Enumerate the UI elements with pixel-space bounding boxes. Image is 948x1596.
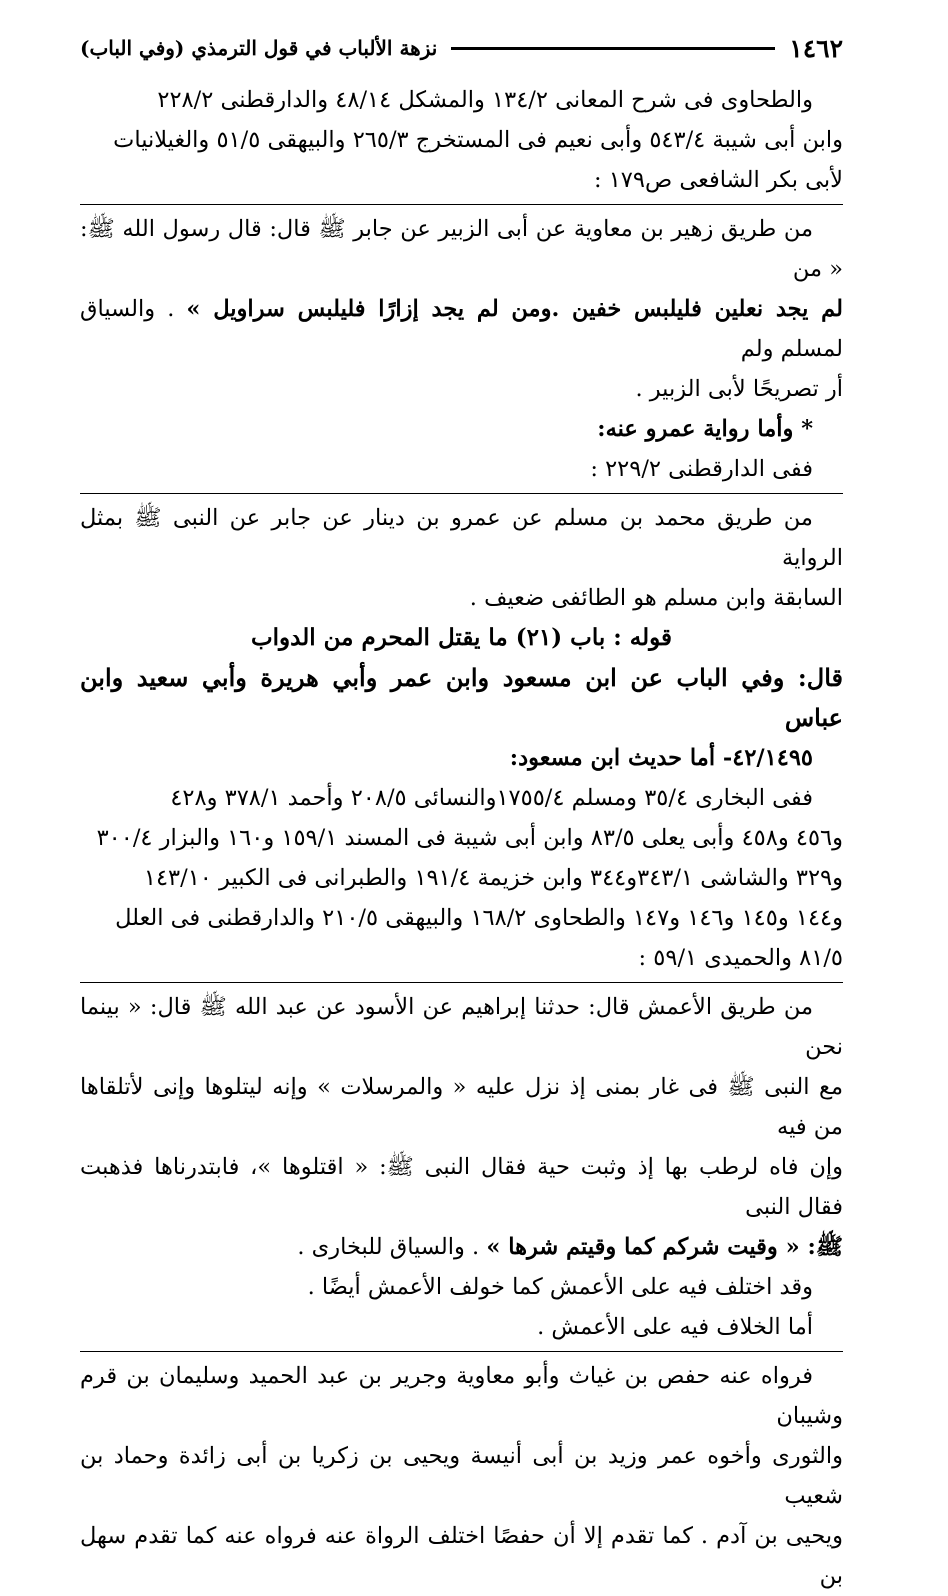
hadith-text: ﷺ: « وقيت شركم كما وقيتم شرها » — [486, 1234, 843, 1260]
page-body — [80, 80, 843, 1596]
paragraph-divider — [80, 493, 843, 494]
paragraph-divider — [80, 982, 843, 983]
text-line: وقد اختلف فيه على الأعمش كما خولف الأعمش أيضًا . — [307, 1274, 813, 1300]
text-line: وابن أبى شيبة ٥٤٣/٤ وأبى نعيم فى المستخرج ٢٦٥/٣ والبيهقى ٥١/٥ والغيلانيات — [113, 127, 843, 153]
text-line: أما الخلاف فيه على الأعمش . — [537, 1314, 813, 1340]
text-line: و٣٢٩ والشاشى ٣٤٣/١و٣٤٤ وابن خزيمة ١٩١/٤ والطبرانى فى الكبير ١٤٣/١٠ — [143, 865, 843, 891]
chapter-heading: قوله : باب (٢١) ما يقتل المحرم من الدواب — [251, 624, 672, 651]
hadith-text: لم يجد نعلين فليلبس خفين .ومن لم يجد إزارًا فليلبس سراويل » — [186, 296, 844, 322]
text-line: أر تصريحًا لأبى الزبير . — [635, 376, 843, 402]
text-line: ٨١/٥ والحميدى ٥٩/١ : — [638, 945, 843, 971]
running-title: نزهة الألباب في قول الترمذي (وفي الباب) — [80, 36, 438, 60]
text-line — [80, 289, 843, 369]
paragraph-divider — [80, 204, 843, 205]
text-line: والثورى وأخوه عمر وزيد بن أبى أنيسة ويحيى بن زكريا بن أبى زائدة وحماد بن شعيب — [80, 1443, 843, 1509]
text-line: من طريق زهير بن معاوية عن أبى الزبير عن جابر ﷺ قال: قال رسول الله ﷺ: « من — [80, 216, 843, 282]
text-line: لأبى بكر الشافعى ص١٧٩ : — [593, 167, 843, 193]
header-divider — [451, 47, 775, 50]
page-header — [80, 28, 843, 68]
text-line: السابقة وابن مسلم هو الطائفى ضعيف . — [469, 585, 843, 611]
text-line: وإن فاه لرطب بها إذ وثبت حية فقال النبى ﷺ: « اقتلوها »، فابتدرناها فذهبت فقال النبى — [80, 1154, 843, 1220]
text-line: من طريق محمد بن مسلم عن عمرو بن دينار عن جابر عن النبى ﷺ بمثل الرواية — [80, 505, 843, 571]
text-line: ويحيى بن آدم . كما تقدم إلا أن حفصًا اختلف الرواة عنه فرواه عنه كما تقدم سهل بن — [80, 1523, 843, 1589]
page-number: ١٤٦٢ — [789, 33, 843, 63]
text-fragment: . والسياق لمسلم ولم — [80, 296, 843, 362]
text-line: و١٤٤ و١٤٥ و١٤٦ و١٤٧ والطحاوى ١٦٨/٢ والبيهقى ٢١٠/٥ والدارقطنى فى العلل — [115, 905, 843, 931]
text-line: والطحاوى فى شرح المعانى ١٣٤/٢ والمشكل ٤٨/١٤ والدارقطنى ٢٢٨/٢ — [157, 87, 813, 113]
paragraph-divider — [80, 1351, 843, 1352]
text-line: من طريق الأعمش قال: حدثنا إبراهيم عن الأسود عن عبد الله ﷺ قال: « بينما نحن — [80, 994, 843, 1060]
text-line: فرواه عنه حفص بن غياث وأبو معاوية وجرير بن عبد الحميد وسليمان بن قرم وشيبان — [80, 1363, 843, 1429]
text-line: مع النبى ﷺ فى غار بمنى إذ نزل عليه « والمرسلات » وإنه ليتلوها وإنى لأتلقاها من فيه — [80, 1074, 843, 1140]
text-fragment: . والسياق للبخارى . — [297, 1234, 487, 1260]
text-line: ففى الدارقطنى ٢٢٩/٢ : — [590, 456, 813, 482]
text-line: و٤٥٦ و٤٥٨ وأبى يعلى ٨٣/٥ وابن أبى شيبة فى المسند ١٥٩/١ و١٦٠ والبزار ٣٠٠/٤ — [96, 825, 843, 851]
text-line: ففى البخارى ٣٥/٤ ومسلم ١٧٥٥/٤والنسائى ٢٠٨/٥ وأحمد ٣٧٨/١ و٤٢٨ — [170, 785, 813, 811]
hadith-number: ٤٢/١٤٩٥- أما حديث ابن مسعود: — [509, 745, 813, 771]
section-marker: * وأما رواية عمرو عنه: — [597, 416, 813, 442]
tirmidhi-statement: قال: وفي الباب عن ابن مسعود وابن عمر وأبي هريرة وأبي سعيد وابن عباس — [80, 663, 843, 732]
text-line — [80, 1227, 843, 1267]
